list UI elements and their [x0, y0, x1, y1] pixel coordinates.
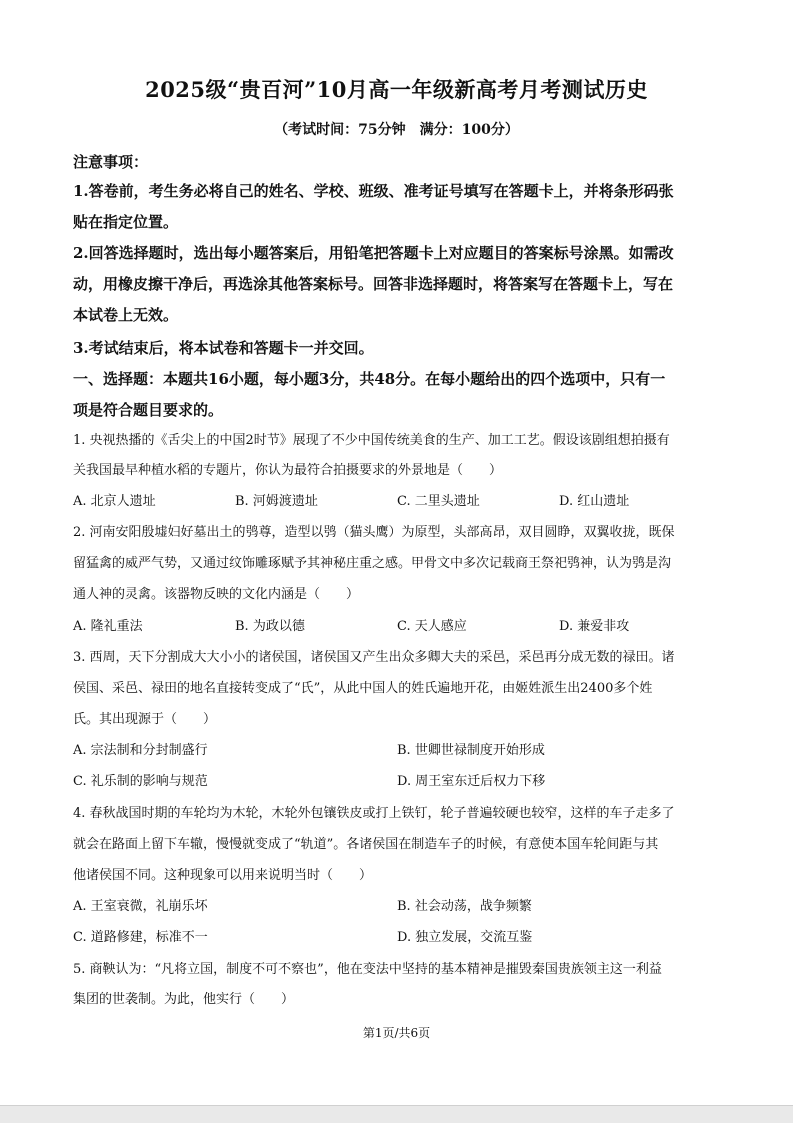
section-heading: 项是符合题目要求的。 — [73, 401, 224, 419]
option-a: A. 王室衰微，礼崩乐坏 — [73, 899, 208, 914]
option-c: C. 二里头遗址 — [397, 494, 480, 509]
section-heading: 一、选择题：本题共16小题，每小题3分，共48分。在每小题给出的四个选项中，只有一 — [73, 370, 666, 388]
viewer-bottom-bar — [0, 1105, 793, 1123]
option-c: C. 道路修建，标准不一 — [73, 930, 208, 945]
option-a: A. 宗法制和分封制盛行 — [73, 743, 208, 758]
page-title: 2025级“贵百河”10月高一年级新高考月考测试历史 — [145, 77, 648, 102]
question-text: 氏。其出现源于（ ） — [73, 712, 217, 727]
option-d: D. 周王室东迁后权力下移 — [397, 774, 546, 789]
notice-line: 1.答卷前，考生务必将自己的姓名、学校、班级、准考证号填写在答题卡上，并将条形码张 — [73, 182, 674, 200]
option-a: A. 隆礼重法 — [73, 619, 143, 634]
option-b: B. 河姆渡遗址 — [235, 494, 318, 509]
option-c: C. 礼乐制的影响与规范 — [73, 774, 208, 789]
question-text: 就会在路面上留下车辙，慢慢就变成了“轨道”。各诸侯国在制造车子的时候，有意使本国车轮间距与其 — [73, 837, 659, 852]
option-a: A. 北京人遗址 — [73, 494, 156, 509]
option-b: B. 世卿世禄制度开始形成 — [397, 743, 545, 758]
question-text: 集团的世袭制。为此，他实行（ ） — [73, 992, 295, 1007]
notice-line: 贴在指定位置。 — [73, 213, 179, 231]
notice-line: 动，用橡皮擦干净后，再选涂其他答案标号。回答非选择题时，将答案写在答题卡上，写在 — [73, 275, 674, 293]
option-b: B. 为政以德 — [235, 619, 305, 634]
question-text: 通人神的灵禽。该器物反映的文化内涵是（ ） — [73, 587, 360, 602]
notice-heading: 注意事项： — [73, 153, 149, 171]
question-text: 3. 西周，天下分割成大大小小的诸侯国，诸侯国又产生出众多卿大夫的采邑，采邑再分成无数的禄田。诸 — [73, 650, 675, 665]
exam-info: （考试时间：75分钟 满分：100分） — [274, 122, 519, 138]
question-text: 留猛禽的威严气势，又通过纹饰雕琢赋予其神秘庄重之感。甲骨文中多次记载商王祭祀鸮神，认为鸮是沟 — [73, 556, 672, 571]
question-text: 4. 春秋战国时期的车轮均为木轮，木轮外包镶铁皮或打上铁钉，轮子普遍较硬也较窄，这样的车子走多了 — [73, 806, 675, 821]
option-d: D. 兼爱非攻 — [559, 619, 630, 634]
page-number: 第1页/共6页 — [362, 1026, 431, 1040]
option-d: D. 红山遗址 — [559, 494, 630, 509]
option-d: D. 独立发展，交流互鉴 — [397, 930, 533, 945]
question-text: 1. 央视热播的《舌尖上的中国2时节》展现了不少中国传统美食的生产、加工工艺。假设该剧组想拍摄有 — [73, 433, 670, 448]
option-b: B. 社会动荡，战争频繁 — [397, 899, 532, 914]
notice-line: 本试卷上无效。 — [73, 306, 179, 324]
question-text: 5. 商鞅认为：“凡将立国，制度不可不察也”，他在变法中坚持的基本精神是摧毁秦国贵族领主这一利益 — [73, 962, 662, 977]
question-text: 侯国、采邑、禄田的地名直接转变成了“氏”，从此中国人的姓氏遍地开花，由姬姓派生出2400多个姓 — [73, 681, 653, 696]
notice-line: 3.考试结束后，将本试卷和答题卡一并交回。 — [73, 339, 374, 357]
question-text: 2. 河南安阳殷墟妇好墓出土的鸮尊，造型以鸮（猫头鹰）为原型，头部高昂，双目圆睁，双翼收拢，既保 — [73, 525, 675, 540]
question-text: 他诸侯国不同。这种现象可以用来说明当时（ ） — [73, 868, 373, 883]
notice-line: 2.回答选择题时，选出每小题答案后，用铅笔把答题卡上对应题目的答案标号涂黑。如需改 — [73, 244, 674, 262]
question-text: 关我国最早种植水稻的专题片，你认为最符合拍摄要求的外景地是（ ） — [73, 463, 503, 478]
option-c: C. 天人感应 — [397, 619, 467, 634]
